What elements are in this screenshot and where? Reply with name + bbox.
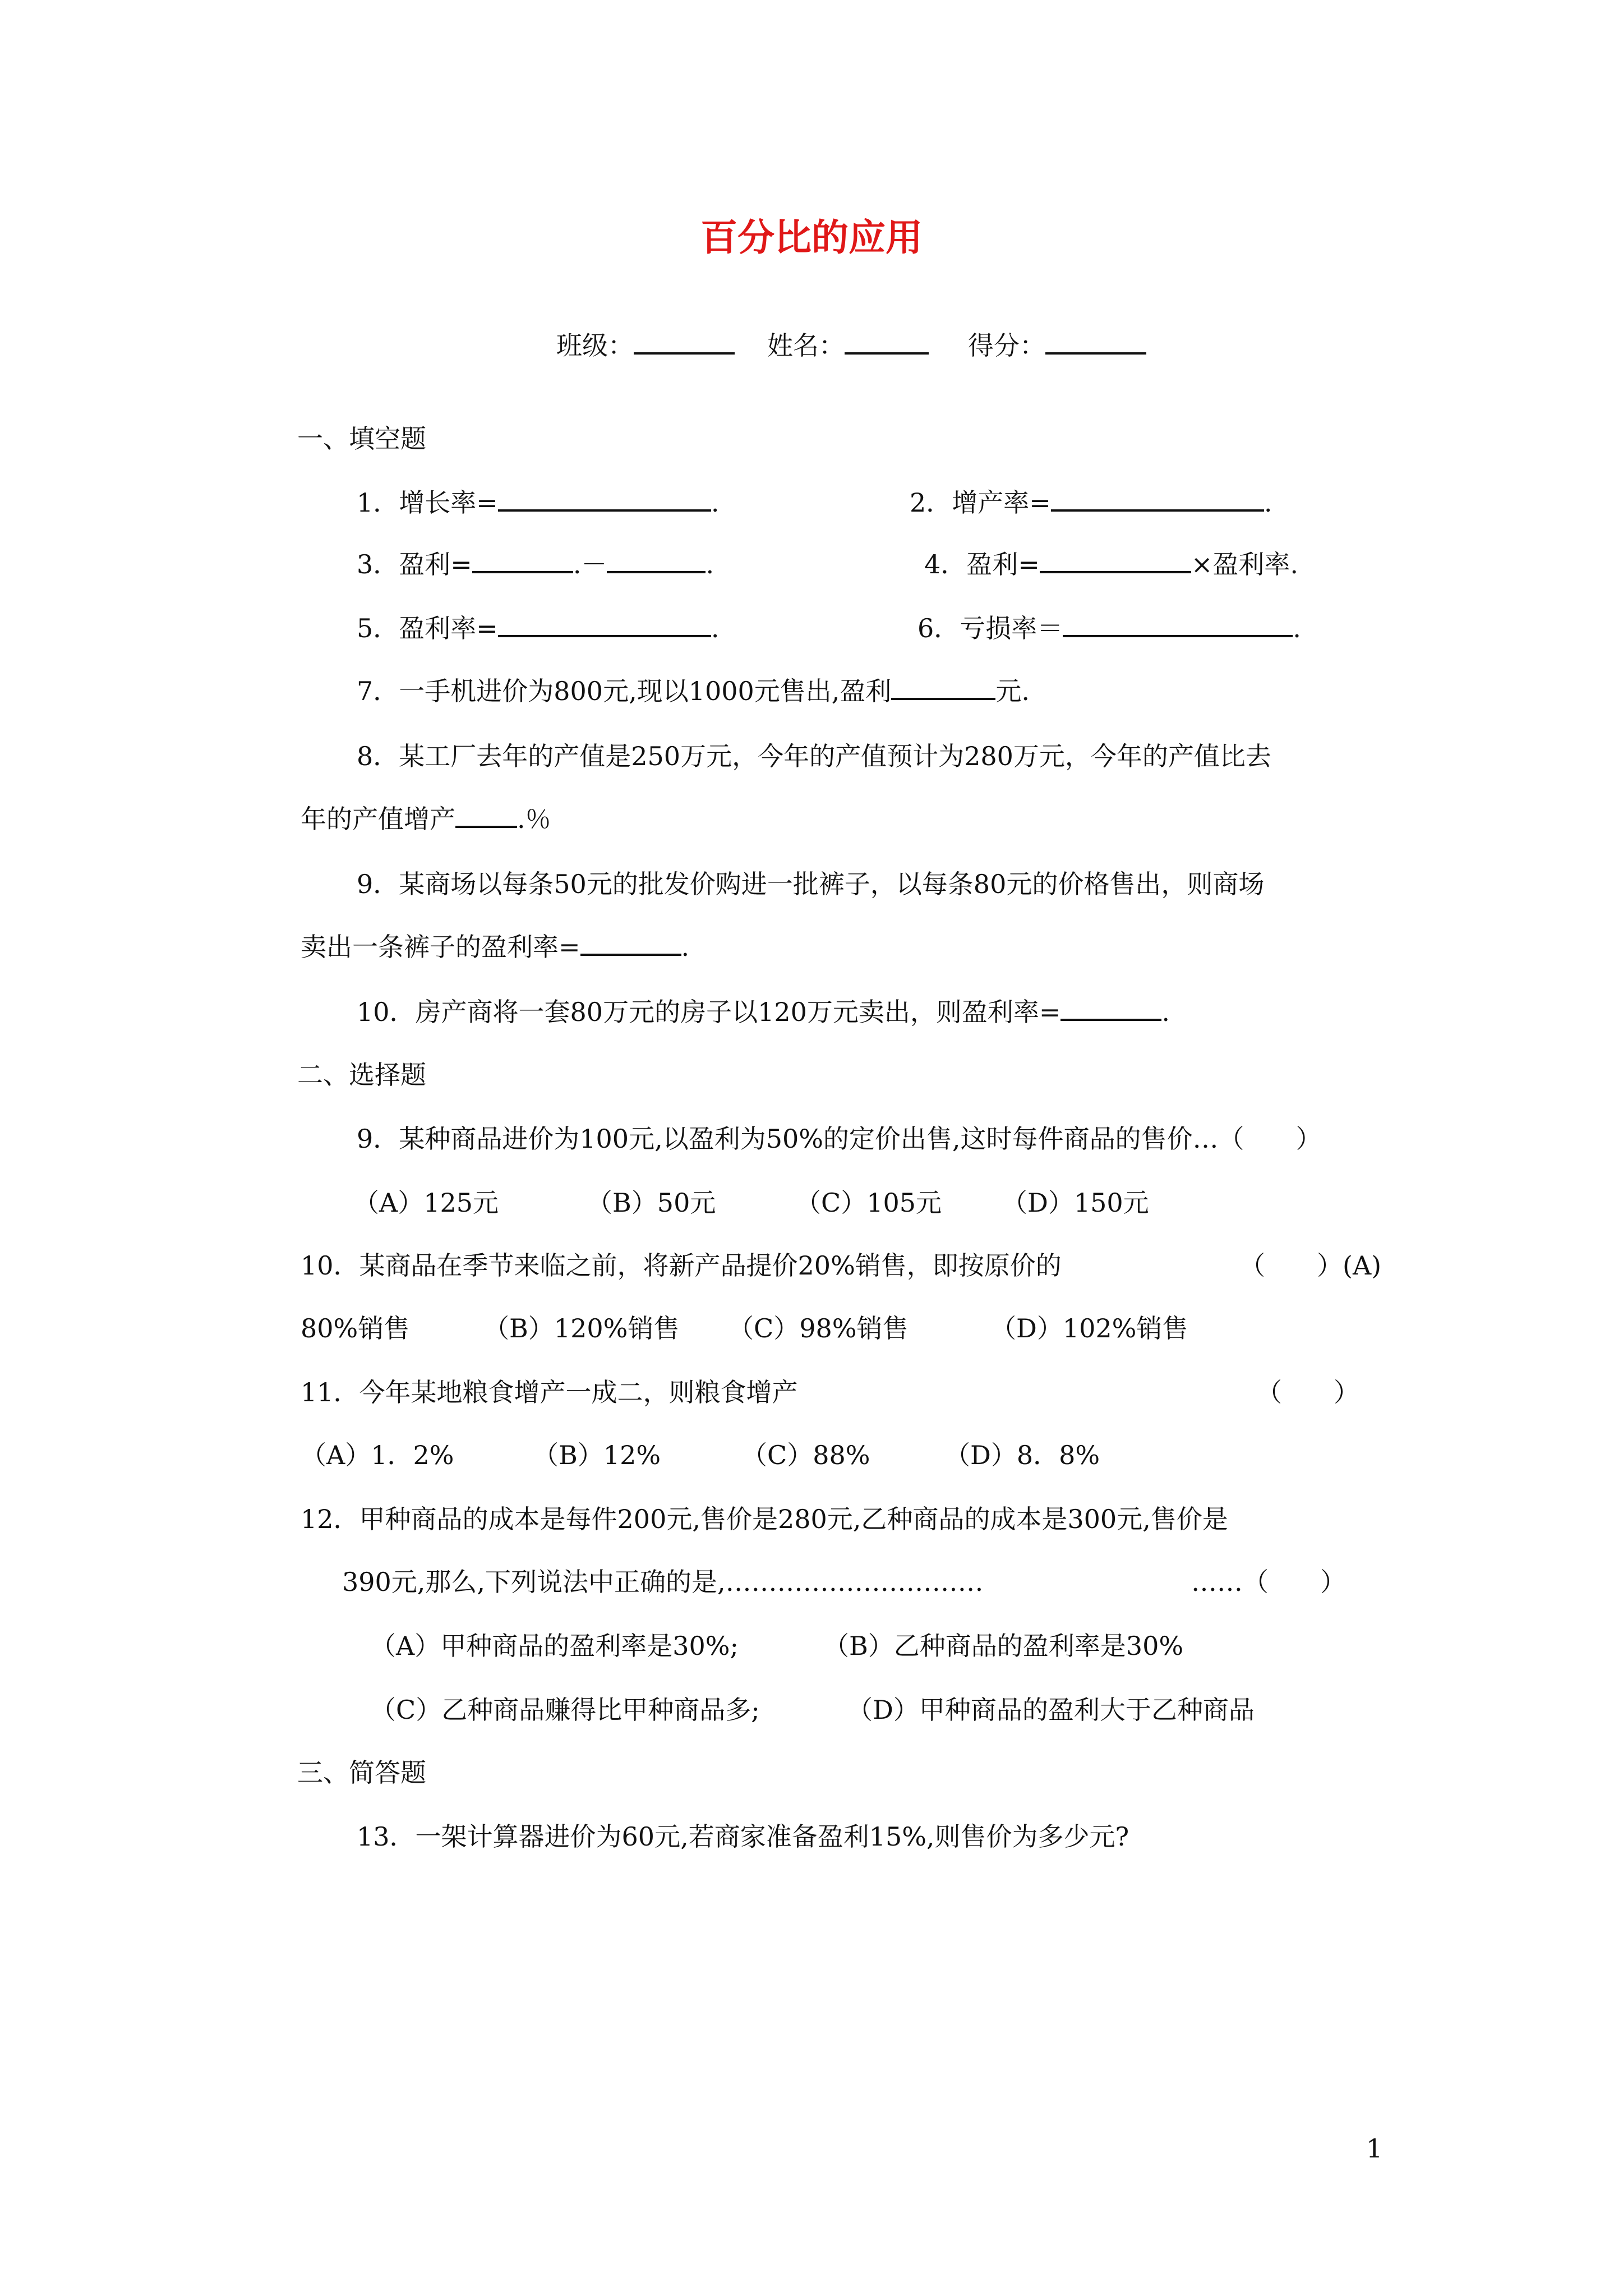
name-blank[interactable] [845, 329, 929, 355]
q5-text: 5．盈利率= [357, 613, 498, 643]
mc-q9-option-c[interactable]: （C）105元 [795, 1188, 942, 1218]
question-9-line-1: 9．某商场以每条50元的批发价购进一批裤子，以每条80元的价格售出，则商场 [357, 869, 1265, 899]
name-field [767, 329, 929, 362]
mc-q10-option-d[interactable]: （D）102%销售 [990, 1313, 1188, 1343]
q3-suffix: . [706, 549, 714, 579]
section-heading-fill-blank: 一、填空题 [297, 424, 426, 454]
question-8-line-2 [301, 802, 551, 836]
q8-text: 年的产值增产 [301, 804, 455, 834]
question-13: 13．一架计算器进价为60元,若商家准备盈利15%,则售价为多少元? [357, 1821, 1129, 1852]
q1-blank[interactable] [498, 486, 711, 512]
mc-question-11: 11．今年某地粮食增产一成二，则粮食增产 [301, 1377, 798, 1407]
mc-q9-option-d[interactable]: （D）150元 [1002, 1188, 1149, 1218]
mc-question-10: 10．某商品在季节来临之前，将新产品提价20%销售，即按原价的 [301, 1250, 1062, 1281]
mc-q12-option-b[interactable]: （B）乙种商品的盈利率是30% [823, 1631, 1184, 1661]
question-5 [357, 611, 719, 645]
q4-text: 4．盈利= [924, 549, 1040, 579]
mc-q11-answer-paren: （ ） [1256, 1377, 1359, 1407]
question-4 [924, 547, 1298, 581]
q3-text: 3．盈利= [357, 549, 472, 579]
q7-suffix: 元. [995, 676, 1030, 706]
q6-text: 6．亏损率＝ [917, 613, 1063, 643]
q4-blank[interactable] [1040, 547, 1191, 573]
mc-question-12-line-1: 12．甲种商品的成本是每件200元,售价是280元,乙种商品的成本是300元,售价是 [301, 1504, 1228, 1534]
mc-q11-option-c[interactable]: （C）88% [741, 1440, 870, 1470]
q10-suffix: . [1161, 997, 1170, 1027]
q10-blank[interactable] [1061, 995, 1161, 1021]
q4-suffix: ×盈利率. [1191, 549, 1298, 579]
question-3 [357, 547, 714, 581]
mc-q11-option-a[interactable]: （A）1．2% [301, 1440, 454, 1470]
mc-q10-option-a[interactable]: 80%销售 [301, 1313, 410, 1343]
q3-blank-2[interactable] [607, 547, 706, 573]
page-number: 1 [1366, 2133, 1383, 2164]
question-8-line-1: 8．某工厂去年的产值是250万元，今年的产值预计为280万元，今年的产值比去 [357, 741, 1271, 771]
mc-q9-option-b[interactable]: （B）50元 [587, 1188, 716, 1218]
question-7 [357, 674, 1030, 708]
mc-q10-option-c[interactable]: （C）98%销售 [728, 1313, 909, 1343]
question-2 [910, 486, 1272, 519]
q7-text: 7．一手机进价为800元,现以1000元售出,盈利 [357, 676, 892, 706]
q1-suffix: . [711, 487, 720, 518]
q2-suffix: . [1264, 487, 1272, 518]
mc-q12-option-c[interactable]: （C）乙种商品赚得比甲种商品多; [370, 1695, 760, 1725]
q9-suffix: . [681, 932, 690, 962]
mc-q11-option-b[interactable]: （B）12% [533, 1440, 661, 1470]
score-label: 得分： [968, 330, 1045, 361]
mc-q10-answer-paren: （ ）(A) [1239, 1250, 1382, 1281]
section-heading-short-answer: 三、简答题 [297, 1757, 426, 1788]
name-label: 姓名： [767, 330, 845, 361]
q9-blank[interactable] [580, 930, 681, 956]
q6-blank[interactable] [1063, 611, 1293, 637]
mc-q12-option-d[interactable]: （D）甲种商品的盈利大于乙种商品 [847, 1695, 1255, 1725]
q5-suffix: . [711, 613, 720, 643]
mc-question-9: 9．某种商品进价为100元,以盈利为50%的定价出售,这时每件商品的售价…（ ） [357, 1124, 1322, 1154]
q3-mid: .－ [573, 549, 607, 579]
mc-q9-option-a[interactable]: （A）125元 [353, 1188, 499, 1218]
page-title: 百分比的应用 [700, 215, 923, 259]
class-field [556, 329, 735, 362]
q9-text: 卖出一条裤子的盈利率= [301, 932, 580, 962]
q7-blank[interactable] [891, 674, 995, 700]
q3-blank-1[interactable] [472, 547, 573, 573]
q2-blank[interactable] [1051, 486, 1264, 512]
q6-suffix: . [1293, 613, 1301, 643]
q8-blank[interactable] [455, 802, 517, 828]
q2-text: 2．增产率= [910, 487, 1051, 518]
section-heading-multiple-choice: 二、选择题 [297, 1060, 426, 1090]
q1-text: 1．增长率= [357, 487, 498, 518]
class-label: 班级： [556, 330, 634, 361]
mc-q11-option-d[interactable]: （D）8．8% [944, 1440, 1100, 1470]
score-field [968, 329, 1146, 362]
question-9-line-2 [301, 930, 689, 964]
mc-q12-answer-paren: ……（ ） [1191, 1567, 1346, 1597]
q10-text: 10．房产商将一套80万元的房子以120万元卖出，则盈利率= [357, 997, 1061, 1027]
class-blank[interactable] [634, 329, 735, 355]
mc-q10-option-b[interactable]: （B）120%销售 [483, 1313, 680, 1343]
mc-question-12-line-2: 390元,那么,下列说法中正确的是,………………………… [342, 1567, 984, 1597]
q8-suffix: .％ [517, 804, 551, 834]
q5-blank[interactable] [498, 611, 711, 637]
question-6 [917, 611, 1301, 645]
score-blank[interactable] [1045, 329, 1146, 355]
question-1 [357, 486, 719, 519]
question-10 [357, 995, 1170, 1029]
mc-q12-option-a[interactable]: （A）甲种商品的盈利率是30%; [370, 1631, 739, 1661]
